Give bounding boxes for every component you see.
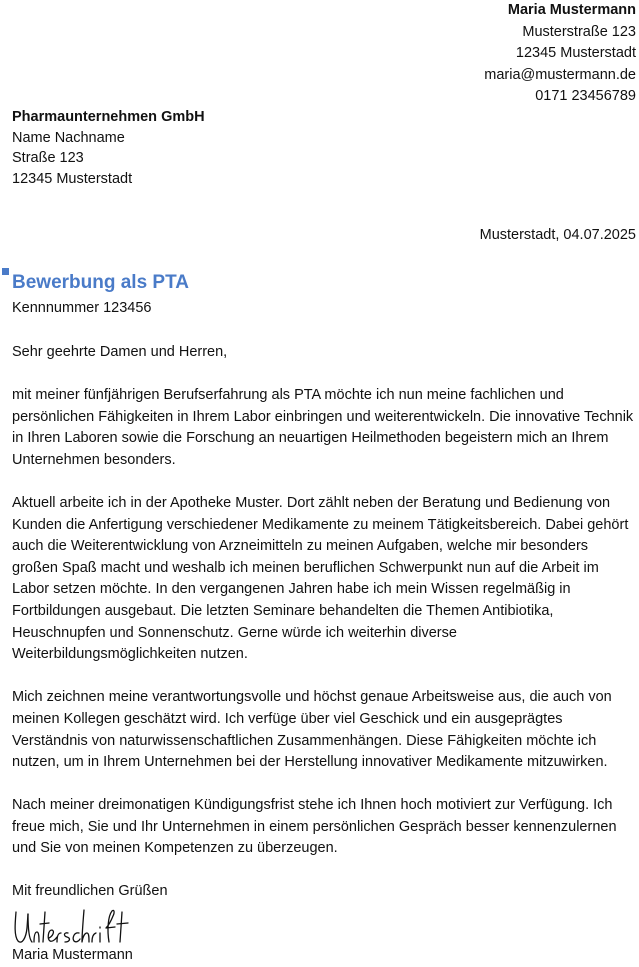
- sender-email: maria@mustermann.de: [484, 66, 636, 83]
- sender-name: Maria Mustermann: [507, 2, 636, 18]
- sender-block: [484, 0, 636, 108]
- subject-marker: [2, 268, 9, 275]
- recipient-block: [12, 107, 205, 189]
- recipient-street: Straße 123: [12, 150, 84, 166]
- paragraph-3: Mich zeichnen meine verantwortungsvolle und höchst genaue Arbeitsweise aus, die auch von meinen Kollegen geschätzt wird. Ich verfüge über viel Geschick und ein ausgeprägtes Verständnis von naturwissenschaftlichen Zusammenhängen. Diese Fähigkeiten möchte ich nutzen, um in Ihrem Unternehmen bei der Herstellung innovativer Medikamente mitzuwirken.: [12, 689, 612, 771]
- letter-body: [12, 385, 636, 882]
- salutation: Sehr geehrte Damen und Herren,: [12, 344, 228, 360]
- closing-phrase: Mit freundlichen Grüßen: [12, 883, 168, 899]
- paragraph-1: mit meiner fünfjährigen Berufserfahrung als PTA möchte ich nun meine fachlichen und persönlichen Fähigkeiten in Ihrem Labor einbringen und weiterentwickeln. Die innovative Technik in Ihren Laboren sowie die Forschung an neuartigen Heilmethoden begeistern mich an Ihrem Unternehmen besonders.: [12, 387, 634, 468]
- reference-number: Kennnummer 123456: [12, 300, 152, 316]
- sender-city: 12345 Musterstadt: [515, 45, 636, 62]
- subject-heading: Bewerbung als PTA: [12, 272, 190, 293]
- signer-name: Maria Mustermann: [12, 947, 133, 963]
- letter-date: Musterstadt, 04.07.2025: [479, 227, 636, 243]
- recipient-company: Pharmaunternehmen GmbH: [12, 109, 205, 125]
- recipient-contact: Name Nachname: [12, 129, 125, 146]
- handwritten-signature: [12, 906, 130, 950]
- paragraph-2: Aktuell arbeite ich in der Apotheke Muster. Dort zählt neben der Beratung und Bedienung von Kunden die Anfertigung verschiedener Medikamente zu meinem Tätigkeitsbereich. Dabei gehört auch die Weiterentwicklung von Arzneimitteln zu meinen Aufgaben, welche mir besonders großen Spaß macht und weshalb ich meinen beruflichen Schwerpunkt nun auf die Arbeit im Labor setzen möchte. In den vergangenen Jahren habe ich mein Wissen regelmäßig in Fortbildungen ausgebaut. Die letzten Seminare behandelten die Themen Antibiotika, Heuschnupfen und Sonnenschutz. Gerne würde ich weiterhin diverse Weiterbildungsmöglichkeiten nutzen.: [12, 494, 629, 663]
- sender-phone: 0171 23456789: [535, 88, 636, 105]
- recipient-city: 12345 Musterstadt: [12, 170, 133, 187]
- paragraph-4: Nach meiner dreimonatigen Kündigungsfrist stehe ich Ihnen hoch motiviert zur Verfügung. Ich freue mich, Sie und Ihr Unternehmen in einem persönlichen Gespräch besser kennenzulernen und Sie von meinen Kompetenzen zu überzeugen.: [12, 797, 617, 857]
- sender-street: Musterstraße 123: [522, 23, 636, 40]
